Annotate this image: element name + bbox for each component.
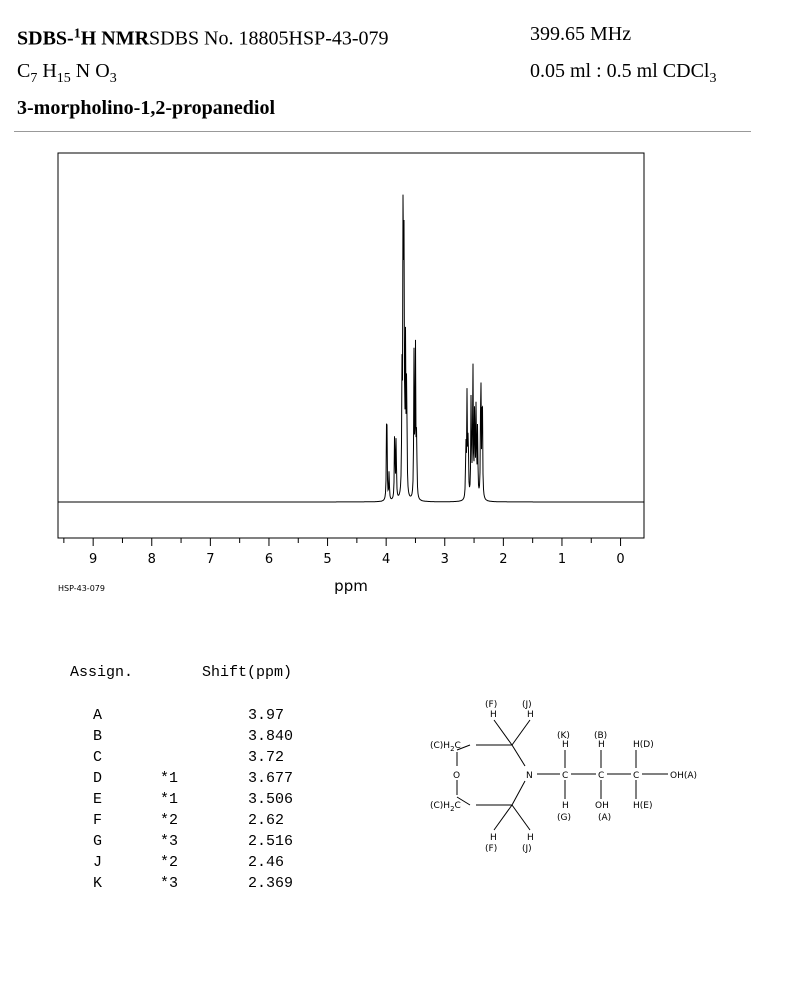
header-shift: Shift(ppm) [202, 664, 293, 681]
label-g: (G) [557, 813, 571, 823]
nucleus-superscript: 1 [73, 26, 81, 41]
row-assign: A [93, 707, 103, 724]
label-k: (K) [557, 731, 570, 741]
row-shift: 2.46 [248, 854, 285, 871]
sdbs-number: SDBS No. 18805 [149, 27, 289, 50]
x-tick-label: 5 [323, 552, 332, 567]
label-f-top: (F) [485, 700, 498, 710]
carbon-1: C [562, 771, 569, 781]
row-shift: 3.840 [248, 728, 294, 745]
h-j-top: H [527, 710, 534, 720]
carbon-2: C [598, 771, 605, 781]
hsp-code: HSP-43-079 [288, 27, 389, 50]
h-k: H [562, 740, 569, 750]
row-shift: 3.506 [248, 791, 294, 808]
h-f-top: H [490, 710, 497, 720]
row-note: *3 [160, 875, 179, 892]
molecular-formula: $C_7$ $H_{15}$ N $O_3$ [17, 60, 117, 86]
h-b: H [598, 740, 605, 750]
oh-b: OH [595, 801, 609, 811]
oh-a: OH(A) [670, 771, 698, 781]
x-tick-label: 3 [440, 552, 449, 567]
row-shift: 3.97 [248, 707, 285, 724]
x-tick-label: 0 [616, 552, 625, 567]
h-g: H [562, 801, 569, 811]
h-f-bottom: H [490, 833, 497, 843]
row-shift: 3.677 [248, 770, 294, 787]
row-shift: 2.516 [248, 833, 294, 850]
x-tick-label: 4 [382, 552, 391, 567]
header-assign: Assign. [70, 664, 134, 681]
row-assign: J [93, 854, 103, 871]
x-tick-label: 9 [89, 552, 98, 567]
row-assign: G [93, 833, 103, 850]
row-shift: 2.369 [248, 875, 294, 892]
row-shift: 3.72 [248, 749, 285, 766]
x-axis-label: ppm [334, 577, 368, 595]
nmr-label: H NMR [80, 27, 150, 50]
x-tick-label: 7 [206, 552, 215, 567]
spectrum-footnote: HSP-43-079 [58, 584, 105, 593]
x-tick-label: 1 [557, 552, 567, 567]
label-j-top: (J) [522, 700, 532, 710]
label-f-bottom: (F) [485, 844, 498, 854]
label-a-bottom: (A) [598, 813, 612, 823]
h-j-bottom: H [527, 833, 534, 843]
label-b: (B) [594, 731, 608, 741]
row-assign: B [93, 728, 103, 745]
nitrogen: N [526, 771, 533, 781]
ch2-bottom: $(C)H_2C$ [430, 801, 461, 813]
row-assign: D [93, 770, 103, 787]
row-assign: C [93, 749, 103, 766]
row-assign: E [93, 791, 103, 808]
row-assign: K [93, 875, 103, 892]
row-note: *2 [160, 812, 179, 829]
row-note: *1 [160, 791, 179, 808]
row-note: *2 [160, 854, 179, 871]
solvent: 0.05 ml : 0.5 ml CDCl$_3$ [530, 60, 717, 86]
h-d: H(D) [633, 740, 654, 750]
sdbs-prefix: SDBS- [17, 27, 74, 50]
label-j-bottom: (J) [522, 844, 532, 854]
frequency: 399.65 MHz [530, 23, 632, 45]
x-tick-label: 2 [499, 552, 508, 567]
row-note: *1 [160, 770, 179, 787]
row-note: *3 [160, 833, 179, 850]
x-tick-label: 6 [264, 552, 274, 567]
compound-name: 3-morpholino-1,2-propanediol [17, 97, 275, 119]
h-e: H(E) [633, 801, 653, 811]
x-tick-label: 8 [147, 552, 156, 567]
row-assign: F [93, 812, 103, 829]
ch2-top: $(C)H_2C$ [430, 741, 461, 753]
ring-oxygen: O [453, 771, 461, 781]
row-shift: 2.62 [248, 812, 285, 829]
carbon-3: C [633, 771, 640, 781]
